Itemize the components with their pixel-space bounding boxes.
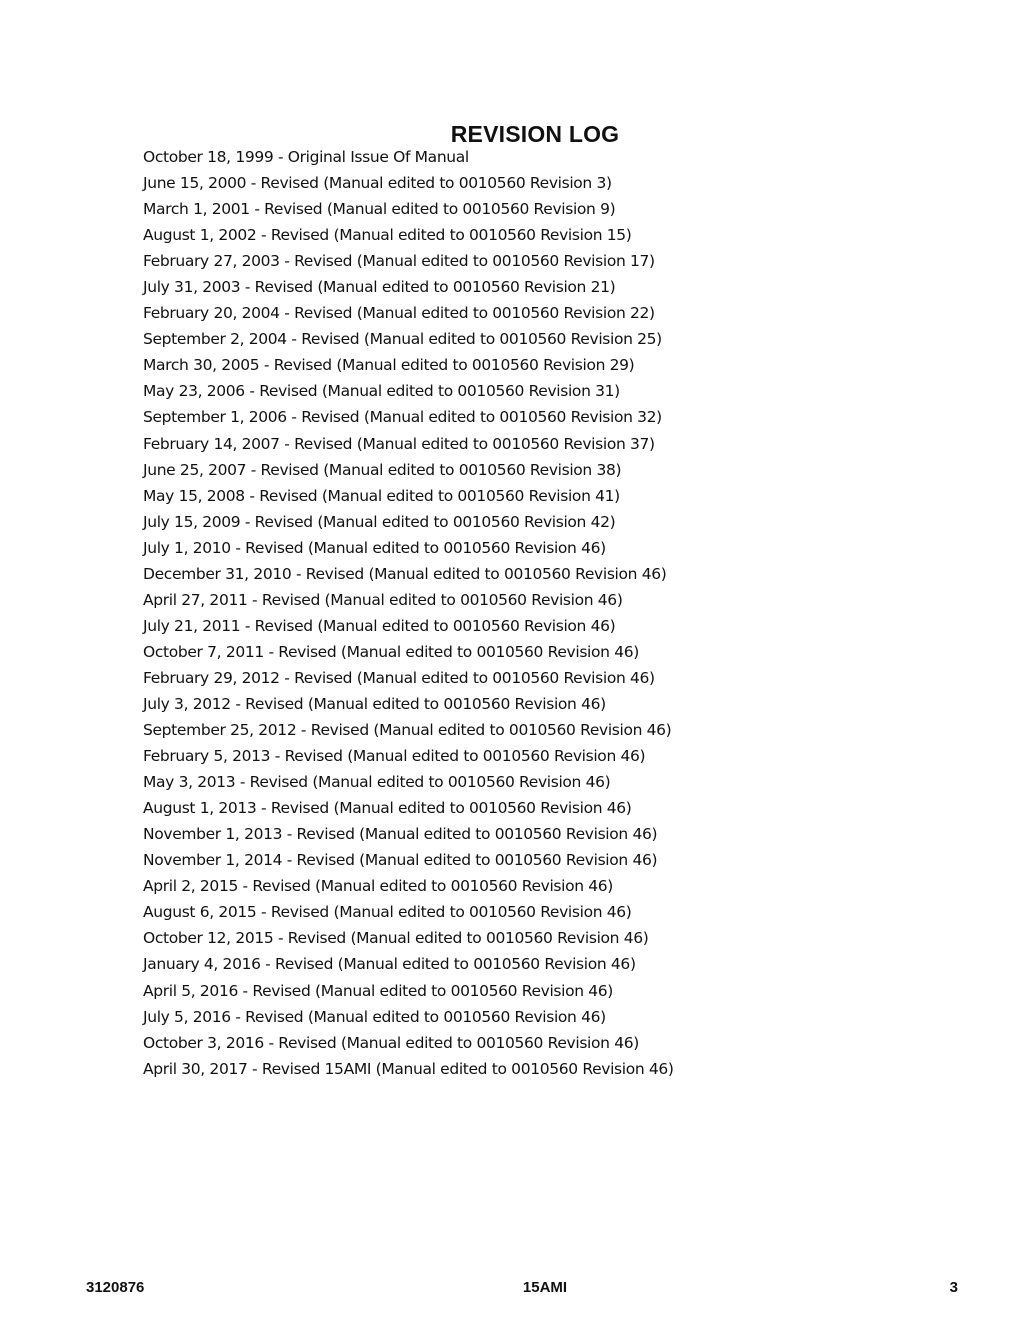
revision-entry: November 1, 2013 - Revised (Manual edited to 0010560 Revision 46) [143, 825, 658, 844]
revision-entry: July 1, 2010 - Revised (Manual edited to 0010560 Revision 46) [143, 538, 606, 557]
revision-entry: May 3, 2013 - Revised (Manual edited to 0010560 Revision 46) [143, 773, 611, 792]
revision-entry: April 30, 2017 - Revised 15AMI (Manual edited to 0010560 Revision 46) [143, 1059, 674, 1078]
revision-entry: April 27, 2011 - Revised (Manual edited to 0010560 Revision 46) [143, 590, 623, 609]
revision-entry: February 27, 2003 - Revised (Manual edited to 0010560 Revision 17) [143, 252, 655, 271]
page-title: REVISION LOG [450, 121, 620, 148]
revision-entry: February 29, 2012 - Revised (Manual edited to 0010560 Revision 46) [143, 668, 655, 687]
revision-entry: August 6, 2015 - Revised (Manual edited to 0010560 Revision 46) [143, 903, 632, 922]
revision-entry: May 23, 2006 - Revised (Manual edited to 0010560 Revision 31) [143, 382, 620, 401]
revision-entry: November 1, 2014 - Revised (Manual edited to 0010560 Revision 46) [143, 851, 658, 870]
revision-entry: February 20, 2004 - Revised (Manual edited to 0010560 Revision 22) [143, 304, 655, 323]
revision-entry: March 30, 2005 - Revised (Manual edited to 0010560 Revision 29) [143, 356, 635, 375]
revision-entry: September 2, 2004 - Revised (Manual edited to 0010560 Revision 25) [143, 330, 662, 349]
page-footer [0, 1277, 1024, 1299]
revision-entry: February 14, 2007 - Revised (Manual edited to 0010560 Revision 37) [143, 434, 655, 453]
revision-entry: July 31, 2003 - Revised (Manual edited to 0010560 Revision 21) [143, 278, 616, 297]
revision-entry: July 5, 2016 - Revised (Manual edited to 0010560 Revision 46) [143, 1007, 606, 1026]
model-name: 15AMI [522, 1279, 568, 1296]
revision-entry: June 25, 2007 - Revised (Manual edited to 0010560 Revision 38) [143, 460, 622, 479]
revision-entry: May 15, 2008 - Revised (Manual edited to 0010560 Revision 41) [143, 486, 620, 505]
revision-entry: July 3, 2012 - Revised (Manual edited to 0010560 Revision 46) [143, 694, 606, 713]
revision-entry: July 21, 2011 - Revised (Manual edited to 0010560 Revision 46) [143, 616, 616, 635]
revision-entry: September 1, 2006 - Revised (Manual edited to 0010560 Revision 32) [143, 408, 662, 427]
revision-entry: July 15, 2009 - Revised (Manual edited to 0010560 Revision 42) [143, 512, 616, 531]
revision-entry: September 25, 2012 - Revised (Manual edited to 0010560 Revision 46) [143, 721, 672, 740]
revision-entry: April 2, 2015 - Revised (Manual edited to 0010560 Revision 46) [143, 877, 614, 896]
document-number: 3120876 [86, 1279, 145, 1296]
revision-entry: March 1, 2001 - Revised (Manual edited to 0010560 Revision 9) [143, 200, 616, 219]
revision-entry: October 3, 2016 - Revised (Manual edited to 0010560 Revision 46) [143, 1033, 639, 1052]
revision-entry: June 15, 2000 - Revised (Manual edited to 0010560 Revision 3) [143, 174, 612, 193]
revision-entry: April 5, 2016 - Revised (Manual edited to 0010560 Revision 46) [143, 981, 614, 1000]
revision-entry: February 5, 2013 - Revised (Manual edited to 0010560 Revision 46) [143, 747, 646, 766]
revision-entry: December 31, 2010 - Revised (Manual edited to 0010560 Revision 46) [143, 564, 667, 583]
revision-entry: October 7, 2011 - Revised (Manual edited to 0010560 Revision 46) [143, 642, 639, 661]
revision-entry: August 1, 2002 - Revised (Manual edited to 0010560 Revision 15) [143, 226, 632, 245]
revision-entry: October 12, 2015 - Revised (Manual edited to 0010560 Revision 46) [143, 929, 649, 948]
revision-entry: August 1, 2013 - Revised (Manual edited to 0010560 Revision 46) [143, 799, 632, 818]
revision-list [143, 144, 903, 1082]
revision-entry: January 4, 2016 - Revised (Manual edited to 0010560 Revision 46) [143, 955, 636, 974]
page-number: 3 [949, 1279, 958, 1296]
revision-entry: October 18, 1999 - Original Issue Of Manual [143, 148, 469, 166]
